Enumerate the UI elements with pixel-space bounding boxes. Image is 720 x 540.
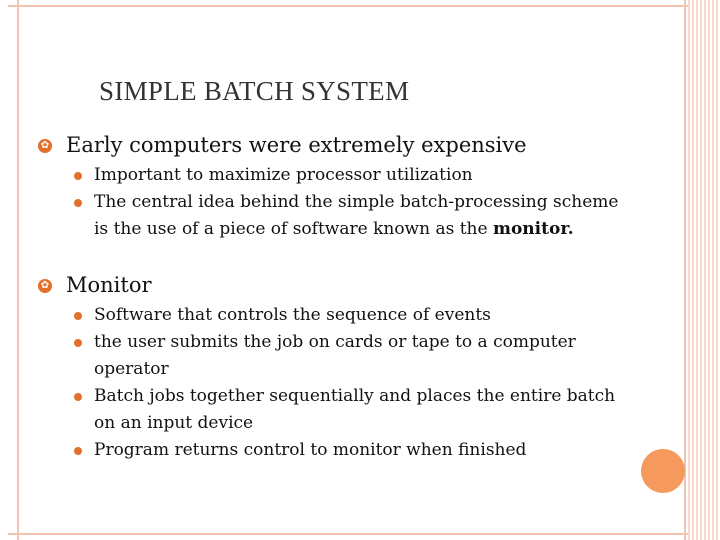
- page-frame-bottom: [8, 533, 720, 535]
- page-frame-top: [8, 5, 720, 7]
- list-item: [38, 189, 638, 243]
- slide-content: [38, 130, 638, 464]
- decorative-circle: [641, 449, 685, 493]
- gear-bullet-icon: ✿: [38, 139, 52, 153]
- sub-list: [38, 302, 638, 464]
- list-item-text: Software that controls the sequence of events: [94, 305, 491, 325]
- section-heading-text: Early computers were extremely expensive: [66, 133, 527, 157]
- round-bullet-icon: [74, 312, 82, 320]
- list-item-emphasis: monitor.: [492, 219, 574, 239]
- gear-bullet-icon: ✿: [38, 279, 52, 293]
- round-bullet-icon: [74, 393, 82, 401]
- section-heading-text: Monitor: [66, 273, 152, 297]
- section-heading: [38, 270, 638, 300]
- round-bullet-icon: [74, 447, 82, 455]
- list-item: [38, 162, 638, 189]
- sub-list: [38, 162, 638, 243]
- list-item: [38, 383, 638, 437]
- round-bullet-icon: [74, 339, 82, 347]
- list-item-text: Important to maximize processor utilization: [94, 165, 473, 185]
- section-spacer: [38, 243, 638, 270]
- slide-title: SIMPLE BATCH SYSTEM: [99, 76, 410, 106]
- round-bullet-icon: [74, 199, 82, 207]
- section-heading: [38, 130, 638, 160]
- page-frame-left: [8, 0, 19, 540]
- list-item: [38, 329, 638, 383]
- list-item-text: Batch jobs together sequentially and places the entire batch on an input device: [94, 386, 616, 433]
- list-item-text: The central idea behind the simple batch-processing scheme is the use of a piece of software known as the: [94, 192, 619, 239]
- list-item: [38, 302, 638, 329]
- list-item: [38, 437, 638, 464]
- list-item-text: the user submits the job on cards or tape to a computer operator: [94, 332, 576, 379]
- decorative-stripes: [688, 0, 720, 540]
- round-bullet-icon: [74, 172, 82, 180]
- list-item-text: Program returns control to monitor when finished: [94, 440, 527, 460]
